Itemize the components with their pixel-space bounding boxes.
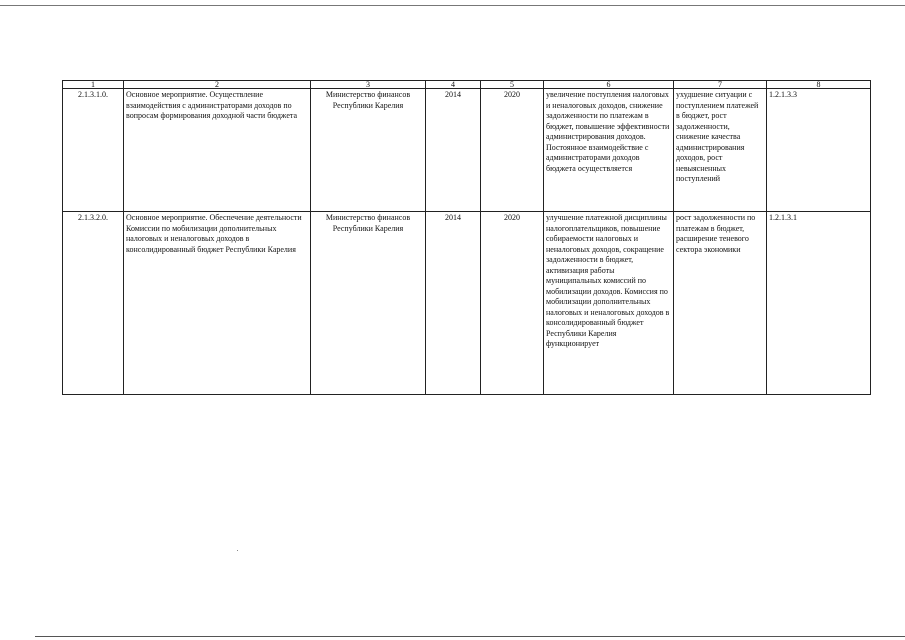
expected-result: увеличение поступления налоговых и неналоговых доходов, снижение задолженности по платежам в бюджет, повышение эффективности администрирования доходов. Постоянное взаимодействие с администраторами доходов бюджета осуществляется: [544, 89, 674, 212]
col-header: 8: [767, 81, 871, 89]
indicator-link: 1.2.1.3.3: [767, 89, 871, 212]
col-header: 7: [674, 81, 767, 89]
activity-name: Основное мероприятие. Осуществление взаимодействия с администраторами доходов по вопросам формирования доходной части бюджета: [124, 89, 311, 212]
consequences: рост задолженности по платежам в бюджет, расширение теневого сектора экономики: [674, 212, 767, 395]
start-year: 2014: [426, 89, 481, 212]
col-header: 3: [311, 81, 426, 89]
expected-result: улучшение платежной дисциплины налогоплательщиков, повышение собираемости налоговых и неналоговых доходов, сокращение задолженности в бюджет, активизация работы муниципальных комиссий по мобилизации доходов. Комиссия по мобилизации дополнительных налоговых и неналоговых доходов в консолидированный бюджет Республики Карелия функционирует: [544, 212, 674, 395]
start-year: 2014: [426, 212, 481, 395]
indicator-link: 1.2.1.3.1: [767, 212, 871, 395]
executor: Министерство финансов Республики Карелия: [311, 212, 426, 395]
col-header: 4: [426, 81, 481, 89]
col-header: 6: [544, 81, 674, 89]
scan-edge-top: [0, 5, 905, 6]
executor: Министерство финансов Республики Карелия: [311, 89, 426, 212]
end-year: 2020: [481, 89, 544, 212]
col-header: 1: [63, 81, 124, 89]
consequences: ухудшение ситуации с поступлением платежей в бюджет, рост задолженности, снижение качества администрирования доходов, рост невыясненных поступлений: [674, 89, 767, 212]
activity-name: Основное мероприятие. Обеспечение деятельности Комиссии по мобилизации дополнительных налоговых и неналоговых доходов в консолидированный бюджет Республики Карелия: [124, 212, 311, 395]
activity-code: 2.1.3.2.0.: [63, 212, 124, 395]
activity-code: 2.1.3.1.0.: [63, 89, 124, 212]
program-activities-table: [62, 80, 871, 395]
col-header: 2: [124, 81, 311, 89]
table-row: [63, 212, 871, 395]
table-row: [63, 89, 871, 212]
col-header: 5: [481, 81, 544, 89]
scan-edge-bottom: [35, 636, 905, 637]
end-year: 2020: [481, 212, 544, 395]
scan-speck: [237, 550, 238, 551]
header-row: [63, 81, 871, 89]
